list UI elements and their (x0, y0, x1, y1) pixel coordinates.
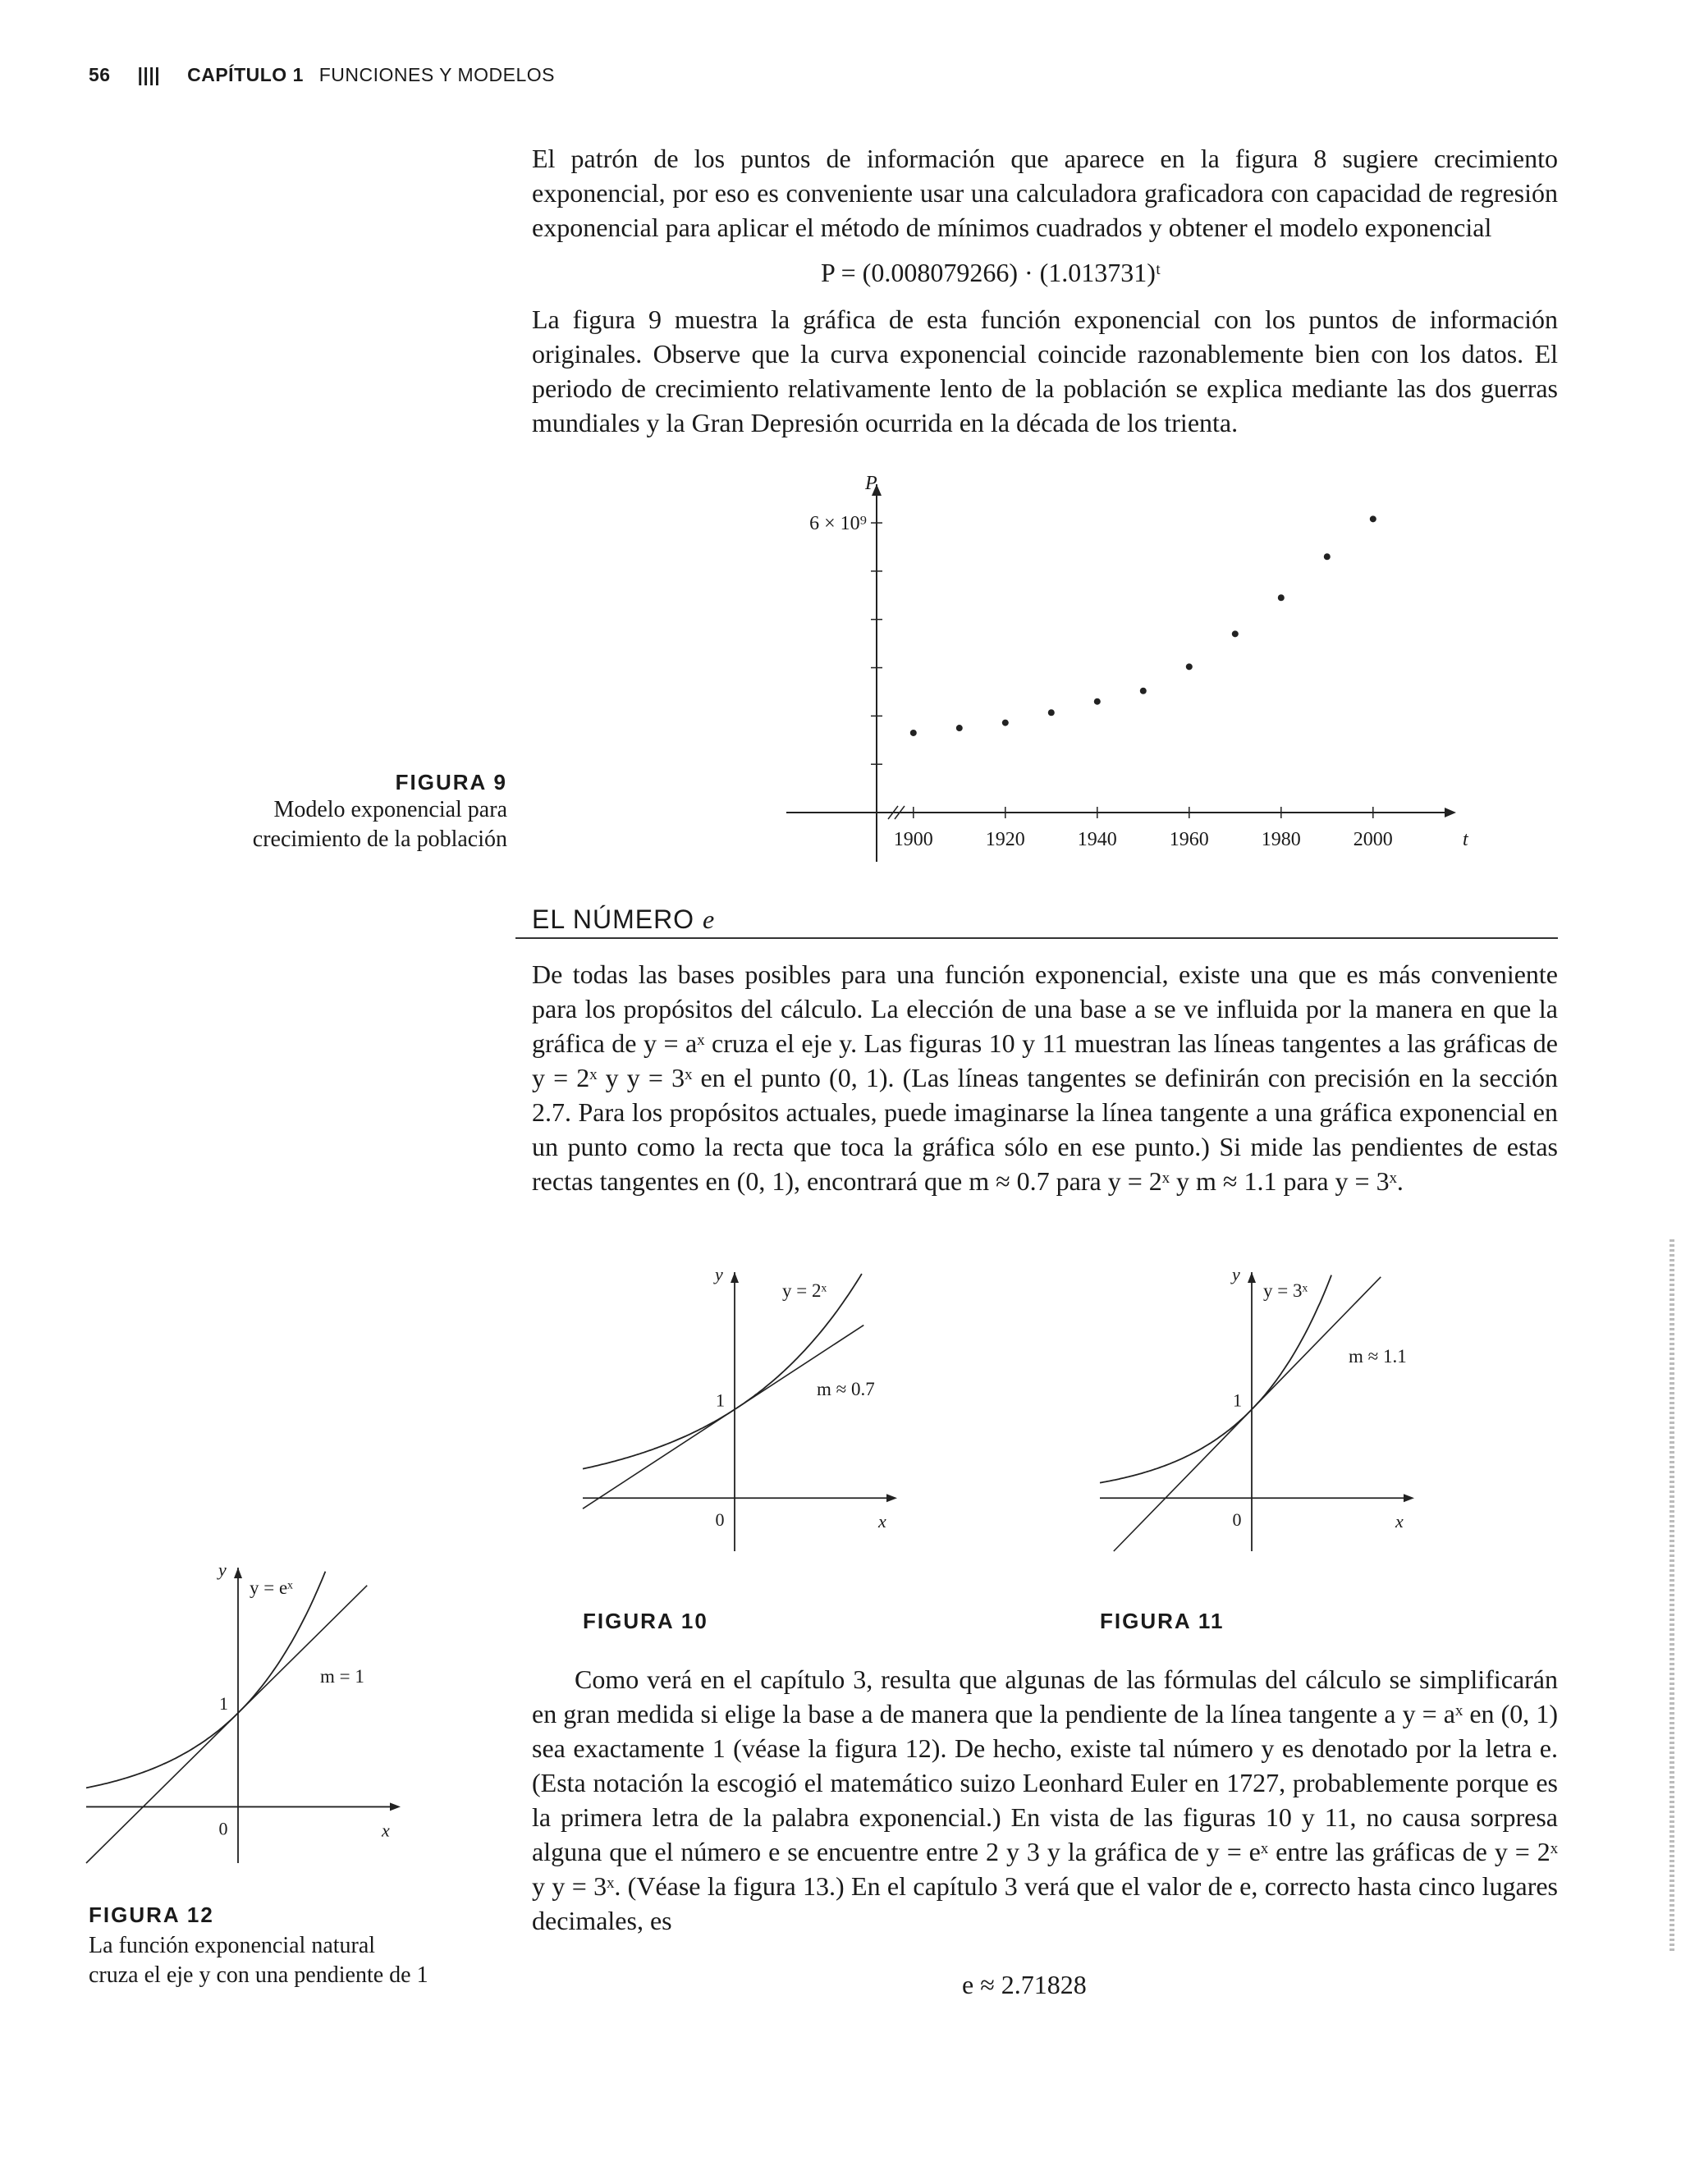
tangent-label: m = 1 (320, 1666, 364, 1687)
x-tick-label: 1920 (985, 829, 1025, 850)
curve-label: y = eˣ (250, 1577, 293, 1598)
e-value: e ≈ 2.71828 (962, 1970, 1087, 1999)
curve-label: y = 2ˣ (782, 1280, 827, 1301)
figure9-caption-line2: crecimiento de la población (252, 826, 507, 852)
x-axis-label: x (878, 1511, 886, 1532)
exponential-curve (1100, 1275, 1331, 1483)
x-axis-arrow (390, 1802, 401, 1811)
section-rule (515, 937, 1558, 939)
e-paragraph: De todas las bases posibles para una función exponencial, existe una que es más conveniente para los propósitos del cálculo. La elección de una base a se ve influida por la manera en que la gráfica de y = aˣ cruza el eje y. Las figuras 10 y 11 muestran las líneas tangentes a las gráficas de y = 2ˣ y y = 3ˣ en el punto (0, 1). (Las líneas tangentes se definirán con precisión en la sección 2.7. Para los propósitos actuales, puede imaginarse la línea tangente a una gráfica exponencial en un punto como la recta que toca la gráfica sólo en ese punto.) Si mide las pendientes de estas rectas tangentes en (0, 1), encontrará que m ≈ 0.7 para y = 2ˣ y m ≈ 1.1 para y = 3ˣ. (532, 959, 1558, 1196)
origin-label: 0 (1232, 1509, 1242, 1531)
data-point (1048, 709, 1055, 716)
data-point (1094, 698, 1101, 705)
data-point (1186, 663, 1193, 670)
figure12-caption-line2: cruza el eje y con una pendiente de 1 (89, 1962, 428, 1988)
tangent-label: m ≈ 1.1 (1349, 1346, 1407, 1367)
origin-label: 0 (715, 1509, 725, 1531)
figure10-chart (575, 1256, 919, 1584)
x-tick-label: 1960 (1169, 829, 1209, 850)
figure11-chart (1092, 1256, 1436, 1584)
section-heading (532, 904, 715, 935)
model-equation: P = (0.008079266) · (1.013731)ᵗ (821, 258, 1161, 287)
p-axis-label: P (865, 473, 877, 494)
y-axis-arrow (731, 1272, 739, 1283)
intercept-label: 1 (1233, 1390, 1242, 1411)
running-header (89, 64, 555, 86)
figure12-chart (78, 1551, 423, 1896)
p-tick-label: 6 × 10⁹ (809, 513, 867, 535)
intro-paragraph: El patrón de los puntos de información que aparece en la figura 8 sugiere crecimiento exponencial, por eso es conveniente usar una calculadora graficadora con capacidad de regresión exponencial para aplicar el método de mínimos cuadrados y obtener el modelo exponencial (532, 144, 1558, 242)
figure9-caption-line1: Modelo exponencial para (273, 797, 507, 822)
data-point (956, 725, 963, 731)
x-axis-label: x (382, 1820, 390, 1841)
chapter-title: FUNCIONES Y MODELOS (318, 64, 556, 85)
figure11-label: FIGURA 11 (1100, 1609, 1225, 1633)
tangent-label: m ≈ 0.7 (817, 1379, 875, 1399)
figure10-label: FIGURA 10 (583, 1609, 708, 1633)
data-point (1370, 515, 1376, 522)
data-point (1232, 630, 1239, 637)
intercept-label: 1 (716, 1390, 725, 1411)
figure12-caption-line1: La función exponencial natural (89, 1933, 376, 1958)
curve-label: y = 3ˣ (1263, 1280, 1308, 1301)
data-point (1324, 553, 1331, 560)
intercept-label: 1 (219, 1693, 228, 1715)
figure9-chart (763, 460, 1469, 862)
exponential-curve (583, 1274, 862, 1469)
x-tick-label: 1940 (1077, 829, 1117, 850)
origin-label: 0 (218, 1818, 228, 1839)
t-axis-label: t (1463, 829, 1468, 850)
closing-paragraph: Como verá en el capítulo 3, resulta que algunas de las fórmulas del cálculo se simplificarán en gran medida si elige la base a de manera que la pendiente de la línea tangente a y = aˣ en (0, 1) sea exactamente 1 (véase la figura 12). De hecho, existe tal número y es denotado por la letra e. (Esta notación la escogió el matemático suizo Leonhard Euler en 1727, probablemente porque es la primera letra de la palabra exponencial.) En vista de las figuras 10 y 11, no causa sorpresa alguna que el número e se encuentre entre 2 y 3 y la gráfica de y = eˣ entre las gráficas de y = 2ˣ y y = 3ˣ. (Véase la figura 13.) En el capítulo 3 verá que el valor de e, correcto hasta cinco lugares decimales, es (532, 1664, 1558, 1935)
chapter-label: CAPÍTULO 1 (187, 64, 304, 85)
x-axis-arrow (1404, 1494, 1414, 1502)
section-title-e: e (702, 904, 716, 934)
data-point (910, 730, 917, 736)
x-tick-label: 2000 (1353, 829, 1393, 850)
tangent-line (583, 1326, 863, 1509)
scan-edge (1670, 1239, 1674, 1953)
y-axis-label: y (1232, 1264, 1240, 1284)
header-separator: |||| (137, 64, 161, 85)
x-axis-label: x (1395, 1511, 1404, 1532)
y-axis-arrow (234, 1568, 242, 1578)
exponential-curve (86, 1572, 325, 1788)
x-axis-arrow (886, 1494, 897, 1502)
data-point (1278, 594, 1285, 601)
figure12-label: FIGURA 12 (89, 1902, 214, 1927)
page-number: 56 (89, 64, 111, 85)
y-axis-label: y (218, 1559, 227, 1580)
y-axis-arrow (1248, 1272, 1256, 1283)
figure12-caption (89, 1902, 515, 1990)
x-tick-label: 1980 (1261, 829, 1301, 850)
figure9-label: FIGURA 9 (395, 770, 507, 794)
section-title: EL NÚMERO (532, 904, 695, 934)
figure9-caption (164, 770, 507, 854)
x-tick-label: 1900 (893, 829, 933, 850)
t-axis-arrow (1445, 808, 1456, 817)
figure9-paragraph: La figura 9 muestra la gráfica de esta función exponencial con los puntos de información originales. Observe que la curva exponencial coincide razonablemente bien con los datos. El periodo de crecimiento relativamente lento de la población se explica mediante las dos guerras mundiales y la Gran Depresión ocurrida en la década de los trienta. (532, 304, 1558, 437)
tangent-line (1114, 1277, 1381, 1551)
y-axis-label: y (715, 1264, 723, 1284)
data-point (1002, 720, 1009, 726)
data-point (1140, 688, 1147, 694)
